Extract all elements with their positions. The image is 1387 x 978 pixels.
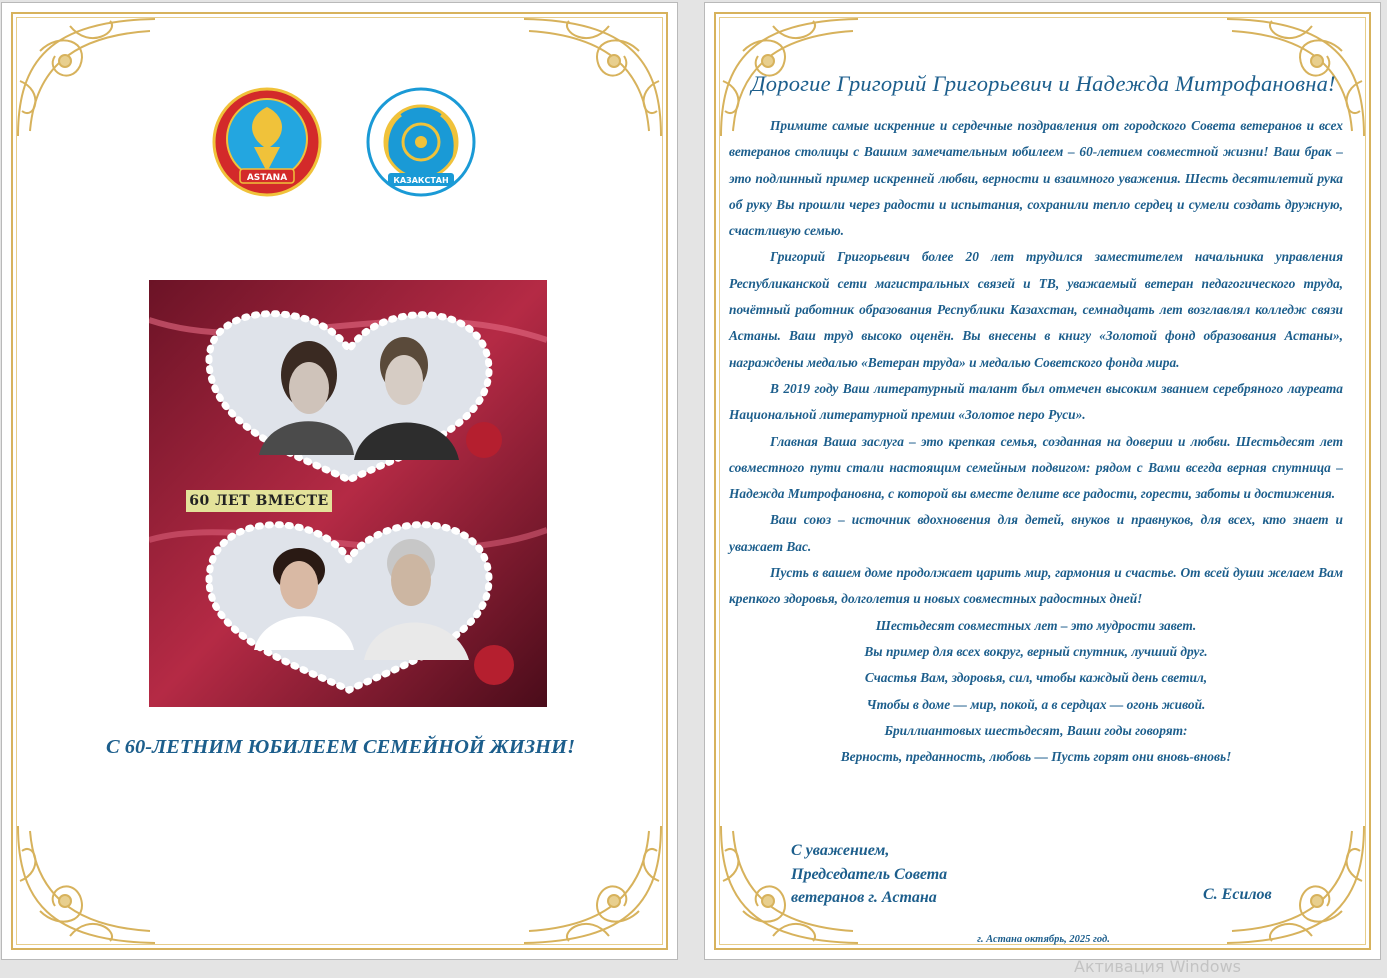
poem-line: Вы пример для всех вокруг, верный спутник, лучший друг. bbox=[864, 643, 1208, 659]
letter-page bbox=[704, 2, 1381, 960]
signature-line: ветеранов г. Астана bbox=[791, 889, 937, 906]
svg-text:ASTANA: ASTANA bbox=[246, 173, 288, 183]
cover-page bbox=[1, 2, 678, 960]
svg-text:КАЗАКСТАН: КАЗАКСТАН bbox=[393, 176, 449, 185]
corner-ornament bbox=[10, 11, 160, 141]
letter-title: Дорогие Григорий Григорьевич и Надежда Митрофановна! bbox=[751, 71, 1336, 96]
letter-paragraph: Григорий Григорьевич более 20 лет трудился заместителем начальника управления Республиканской сети магистральных связей и ТВ, уважаемый ветеран педагогического труда, почётный работник образования Республики Казахстан, семнадцать лет возглавлял колледж связи Астаны. Ваш труд высоко оценён. Вы внесены в книгу «Золотой фонд образования Астаны», награждены медалью «Ветеран труда» и медалью Советского фонда мира. bbox=[729, 249, 1343, 370]
letter-paragraph: В 2019 году Ваш литературный талант был отмечен высоким званием серебряного лауреата Национальной литературной премии «Золотое перо Руси». bbox=[729, 380, 1343, 423]
windows-activation-watermark: Активация Windows bbox=[1074, 957, 1241, 976]
kazakhstan-emblem bbox=[366, 87, 476, 197]
poem-line: Верность, преданность, любовь — Пусть горят они вновь-вновь! bbox=[840, 749, 1232, 765]
signature-line: С уважением, bbox=[791, 842, 890, 859]
signature-line: Председатель Совета bbox=[791, 865, 948, 883]
letter-paragraph: Пусть в вашем доме продолжает царить мир, гармония и счастье. От всей души желаем Вам крепкого здоровья, долголетия и новых совместных радостных дней! bbox=[729, 565, 1343, 607]
cover-title: С 60-ЛЕТНИМ ЮБИЛЕЕМ СЕМЕЙНОЙ ЖИЗНИ! bbox=[105, 736, 576, 758]
letter-paragraph: Примите самые искренние и сердечные поздравления от городского Совета ветеранов и всех ветеранов столицы с Вашим замечательным юбилеем – 60-летием совместной жизни! Ваш брак – это подлинный пример искренней любви, верности и взаимного уважения. Шесть десятилетий рука об руку Вы прошли через радости и испытания, сохранили тепло сердец и сумели создать дружную, счастливую семью. bbox=[729, 118, 1343, 239]
place-date: г. Астана октябрь, 2025 год. bbox=[977, 934, 1110, 945]
letter-body bbox=[729, 113, 1343, 770]
letter-paragraph: Главная Ваша заслуга – это крепкая семья, созданная на доверии и любви. Шестьдесят лет совместного пути стали настоящим семейным подвигом: рядом с Вами всегда верная спутница – Надежда Митрофановна, с которой вы вместе делите все радости, горести, заботы и достижения. bbox=[729, 433, 1343, 502]
signature-block bbox=[791, 839, 947, 910]
signer-name: С. Есилов bbox=[1203, 886, 1272, 903]
photo-badge: 60 ЛЕТ ВМЕСТЕ bbox=[186, 490, 332, 512]
letter-paragraph: Ваш союз – источник вдохновения для детей, внуков и правнуков, для всех, кто знает и уважает Вас. bbox=[729, 512, 1343, 554]
corner-ornament bbox=[10, 821, 160, 951]
poem-line: Чтобы в доме — мир, покой, а в сердцах — огонь живой. bbox=[866, 696, 1206, 712]
poem-line: Бриллиантовых шестьдесят, Ваши годы говорят: bbox=[884, 722, 1188, 738]
corner-ornament bbox=[519, 821, 669, 951]
poem-line: Шестьдесят совместных лет – это мудрости завет. bbox=[875, 617, 1197, 633]
astana-emblem bbox=[212, 87, 322, 197]
poem-line: Счастья Вам, здоровья, сил, чтобы каждый день светил, bbox=[864, 670, 1208, 686]
corner-ornament bbox=[519, 11, 669, 141]
